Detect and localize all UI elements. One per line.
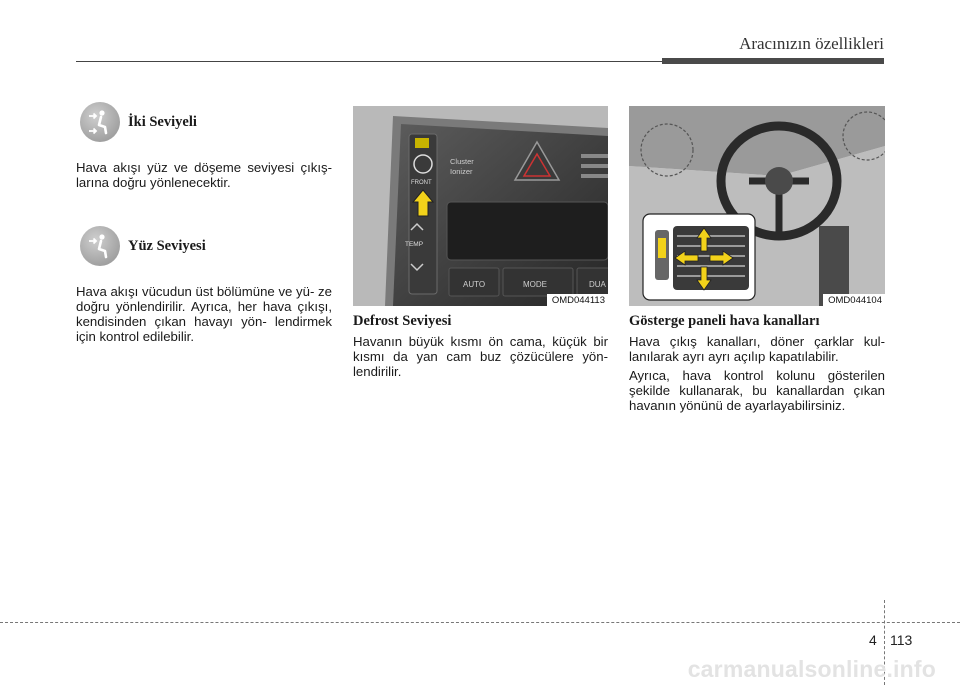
header-rule xyxy=(76,61,662,62)
figure-caption: OMD044113 xyxy=(547,294,608,306)
dashboard-vents-figure xyxy=(629,106,885,306)
mode-label: MODE xyxy=(523,280,547,289)
vents-title: Gösterge paneli hava kanalları xyxy=(629,313,820,329)
footer-rule xyxy=(0,622,960,623)
mode-face-heading xyxy=(80,224,332,268)
vents-text-2: Ayrıca, hava kontrol kolunu gösterilen şekilde kullanarak, bu kanallardan çıkan havanın yönünü de ayarlayabilirsiniz. xyxy=(629,368,885,413)
mode-face-title: Yüz Seviyesi xyxy=(128,237,206,254)
auto-label: AUTO xyxy=(463,280,486,289)
mode-bilevel-title: İki Seviyeli xyxy=(128,113,197,130)
mode-bilevel-text: Hava akışı yüz ve döşeme seviyesi çıkış- larına doğru yönlenecektir. xyxy=(76,160,332,190)
face-airflow-icon xyxy=(80,226,120,266)
header-bar xyxy=(662,58,884,64)
mode-face-text: Hava akışı vücudun üst bölümüne ve yü- ze doğru yönlendirilir. Ayrıca, her hava çıkışı, kendisinden çıkan havayı yön- lendirmek için kontrol edilebilir. xyxy=(76,284,332,344)
defrost-title: Defrost Seviyesi xyxy=(353,313,452,329)
watermark: carmanualsonline.info xyxy=(687,656,936,682)
figure-caption: OMD044104 xyxy=(823,294,885,306)
mode-bilevel-heading xyxy=(80,100,332,144)
chapter-number: 4 xyxy=(869,632,877,648)
climate-control-panel-illustration xyxy=(353,106,608,306)
defrost-text: Havanın büyük kısmı ön cama, küçük bir kısmı da yan cam buz çözücülere yön- lendirilir. xyxy=(353,334,608,379)
front-label: FRONT xyxy=(411,180,432,186)
right-column xyxy=(629,106,885,413)
left-column xyxy=(76,100,332,344)
temp-label: TEMP xyxy=(405,241,424,248)
ionizer-label: Ionizer xyxy=(450,167,473,176)
cluster-label: Cluster xyxy=(450,157,474,166)
page-number: 113 xyxy=(890,632,913,648)
floor-and-face-airflow-icon xyxy=(80,102,120,142)
vents-text-1: Hava çıkış kanalları, döner çarklar kul- lanılarak ayrı ayrı açılıp kapatılabilir. xyxy=(629,334,885,364)
dashboard-vent-illustration xyxy=(629,106,885,306)
defrost-panel-figure xyxy=(353,106,608,306)
dual-label: DUA xyxy=(589,280,606,289)
page-header-title: Aracınızın özellikleri xyxy=(739,34,884,53)
middle-column xyxy=(353,106,608,379)
